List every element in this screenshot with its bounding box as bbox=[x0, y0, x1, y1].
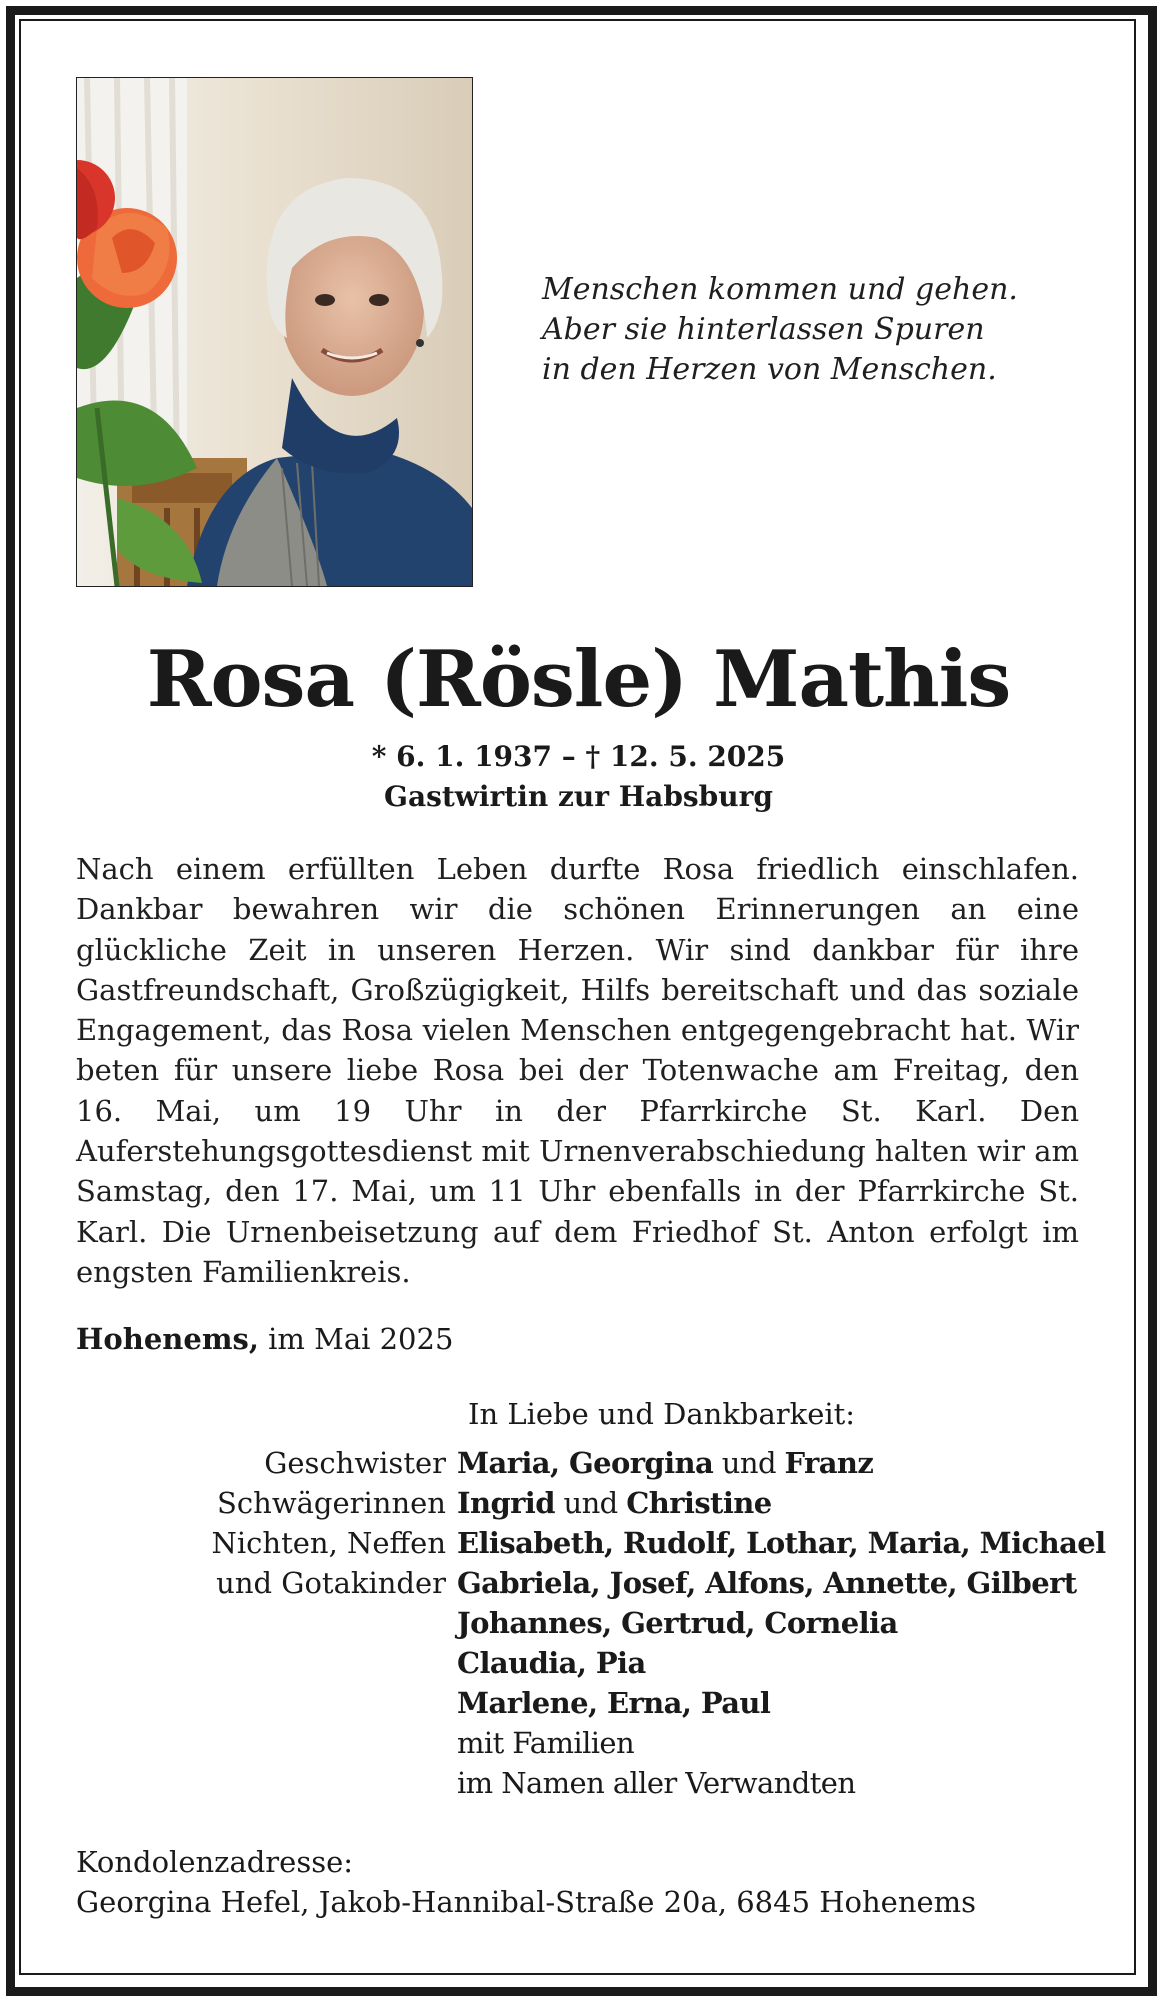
mourner-row bbox=[76, 1603, 1116, 1643]
mourner-row bbox=[76, 1443, 1116, 1483]
mourner-names: Gabriela, Josef, Alfons, Annette, Gilbert bbox=[457, 1566, 1077, 1600]
mourner-names: Marlene, Erna, Paul bbox=[457, 1686, 771, 1720]
mourner-row bbox=[76, 1643, 1116, 1683]
obituary-paragraph: Nach einem erfüllten Leben durfte Rosa friedlich einschlafen. Dankbar bewahren wir die schönen Erinnerungen an eine glückliche Zeit in unseren Herzen. Wir sind dankbar für ihre Gastfreundschaft, Großzügigkeit, Hilfs bereitschaft und das soziale Engagement, das Rosa vielen Menschen entgegengebracht hat. Wir beten für unsere liebe Rosa bei der Totenwache am Freitag, den 16. Mai, um 19 Uhr in der Pfarrkirche St. Karl. Den Auferstehungsgottesdienst mit Urnenverabschiedung halten wir am Samstag, den 17. Mai, um 11 Uhr ebenfalls in der Pfarrkirche St. Karl. Die Urnenbeisetzung auf dem Friedhof St. Anton erfolgt im engsten Familienkreis. bbox=[76, 852, 1079, 1289]
mourner-names: Ingrid und Christine bbox=[457, 1486, 772, 1520]
place-date-text: im Mai 2025 bbox=[258, 1322, 454, 1356]
mourner-row bbox=[76, 1483, 1116, 1523]
mourner-row bbox=[76, 1723, 1116, 1763]
condolence-label: Kondolenzadresse: bbox=[76, 1845, 354, 1879]
mourners-intro: In Liebe und Dankbarkeit: bbox=[468, 1397, 856, 1431]
place-date bbox=[76, 1319, 453, 1359]
relation-label: Schwägerinnen bbox=[217, 1486, 446, 1520]
mourner-names: im Namen aller Verwandten bbox=[457, 1766, 856, 1800]
mourners-list bbox=[76, 1443, 1116, 1803]
mourner-names: Elisabeth, Rudolf, Lothar, Maria, Michael bbox=[457, 1526, 1106, 1560]
relation-label: Geschwister bbox=[264, 1446, 446, 1480]
mourner-names: mit Familien bbox=[457, 1726, 635, 1760]
mourner-row bbox=[76, 1763, 1116, 1803]
mourner-row bbox=[76, 1523, 1116, 1563]
condolence-address bbox=[76, 1842, 976, 1922]
mourner-names: Johannes, Gertrud, Cornelia bbox=[457, 1606, 898, 1640]
obituary-text bbox=[76, 849, 1079, 1292]
occupation: Gastwirtin zur Habsburg bbox=[384, 780, 773, 813]
mourner-names: Claudia, Pia bbox=[457, 1646, 646, 1680]
place-town: Hohenems, bbox=[76, 1322, 259, 1356]
quote bbox=[542, 270, 1102, 390]
relation-label: Nichten, Neffen bbox=[211, 1526, 446, 1560]
portrait-photo bbox=[76, 77, 473, 587]
mourner-row bbox=[76, 1683, 1116, 1723]
mourner-names: Maria, Georgina und Franz bbox=[457, 1446, 874, 1480]
life-dates: * 6. 1. 1937 – † 12. 5. 2025 bbox=[371, 740, 786, 773]
condolence-address-text: Georgina Hefel, Jakob-Hannibal-Straße 20a, 6845 Hohenems bbox=[76, 1885, 977, 1919]
quote-line: Menschen kommen und gehen. bbox=[542, 272, 1018, 307]
quote-line: Aber sie hinterlassen Spuren bbox=[542, 312, 985, 347]
mourner-row bbox=[76, 1563, 1116, 1603]
deceased-name: Rosa (Rösle) Mathis bbox=[146, 634, 1011, 725]
quote-line: in den Herzen von Menschen. bbox=[542, 352, 997, 387]
relation-label: und Gotakinder bbox=[216, 1566, 446, 1600]
